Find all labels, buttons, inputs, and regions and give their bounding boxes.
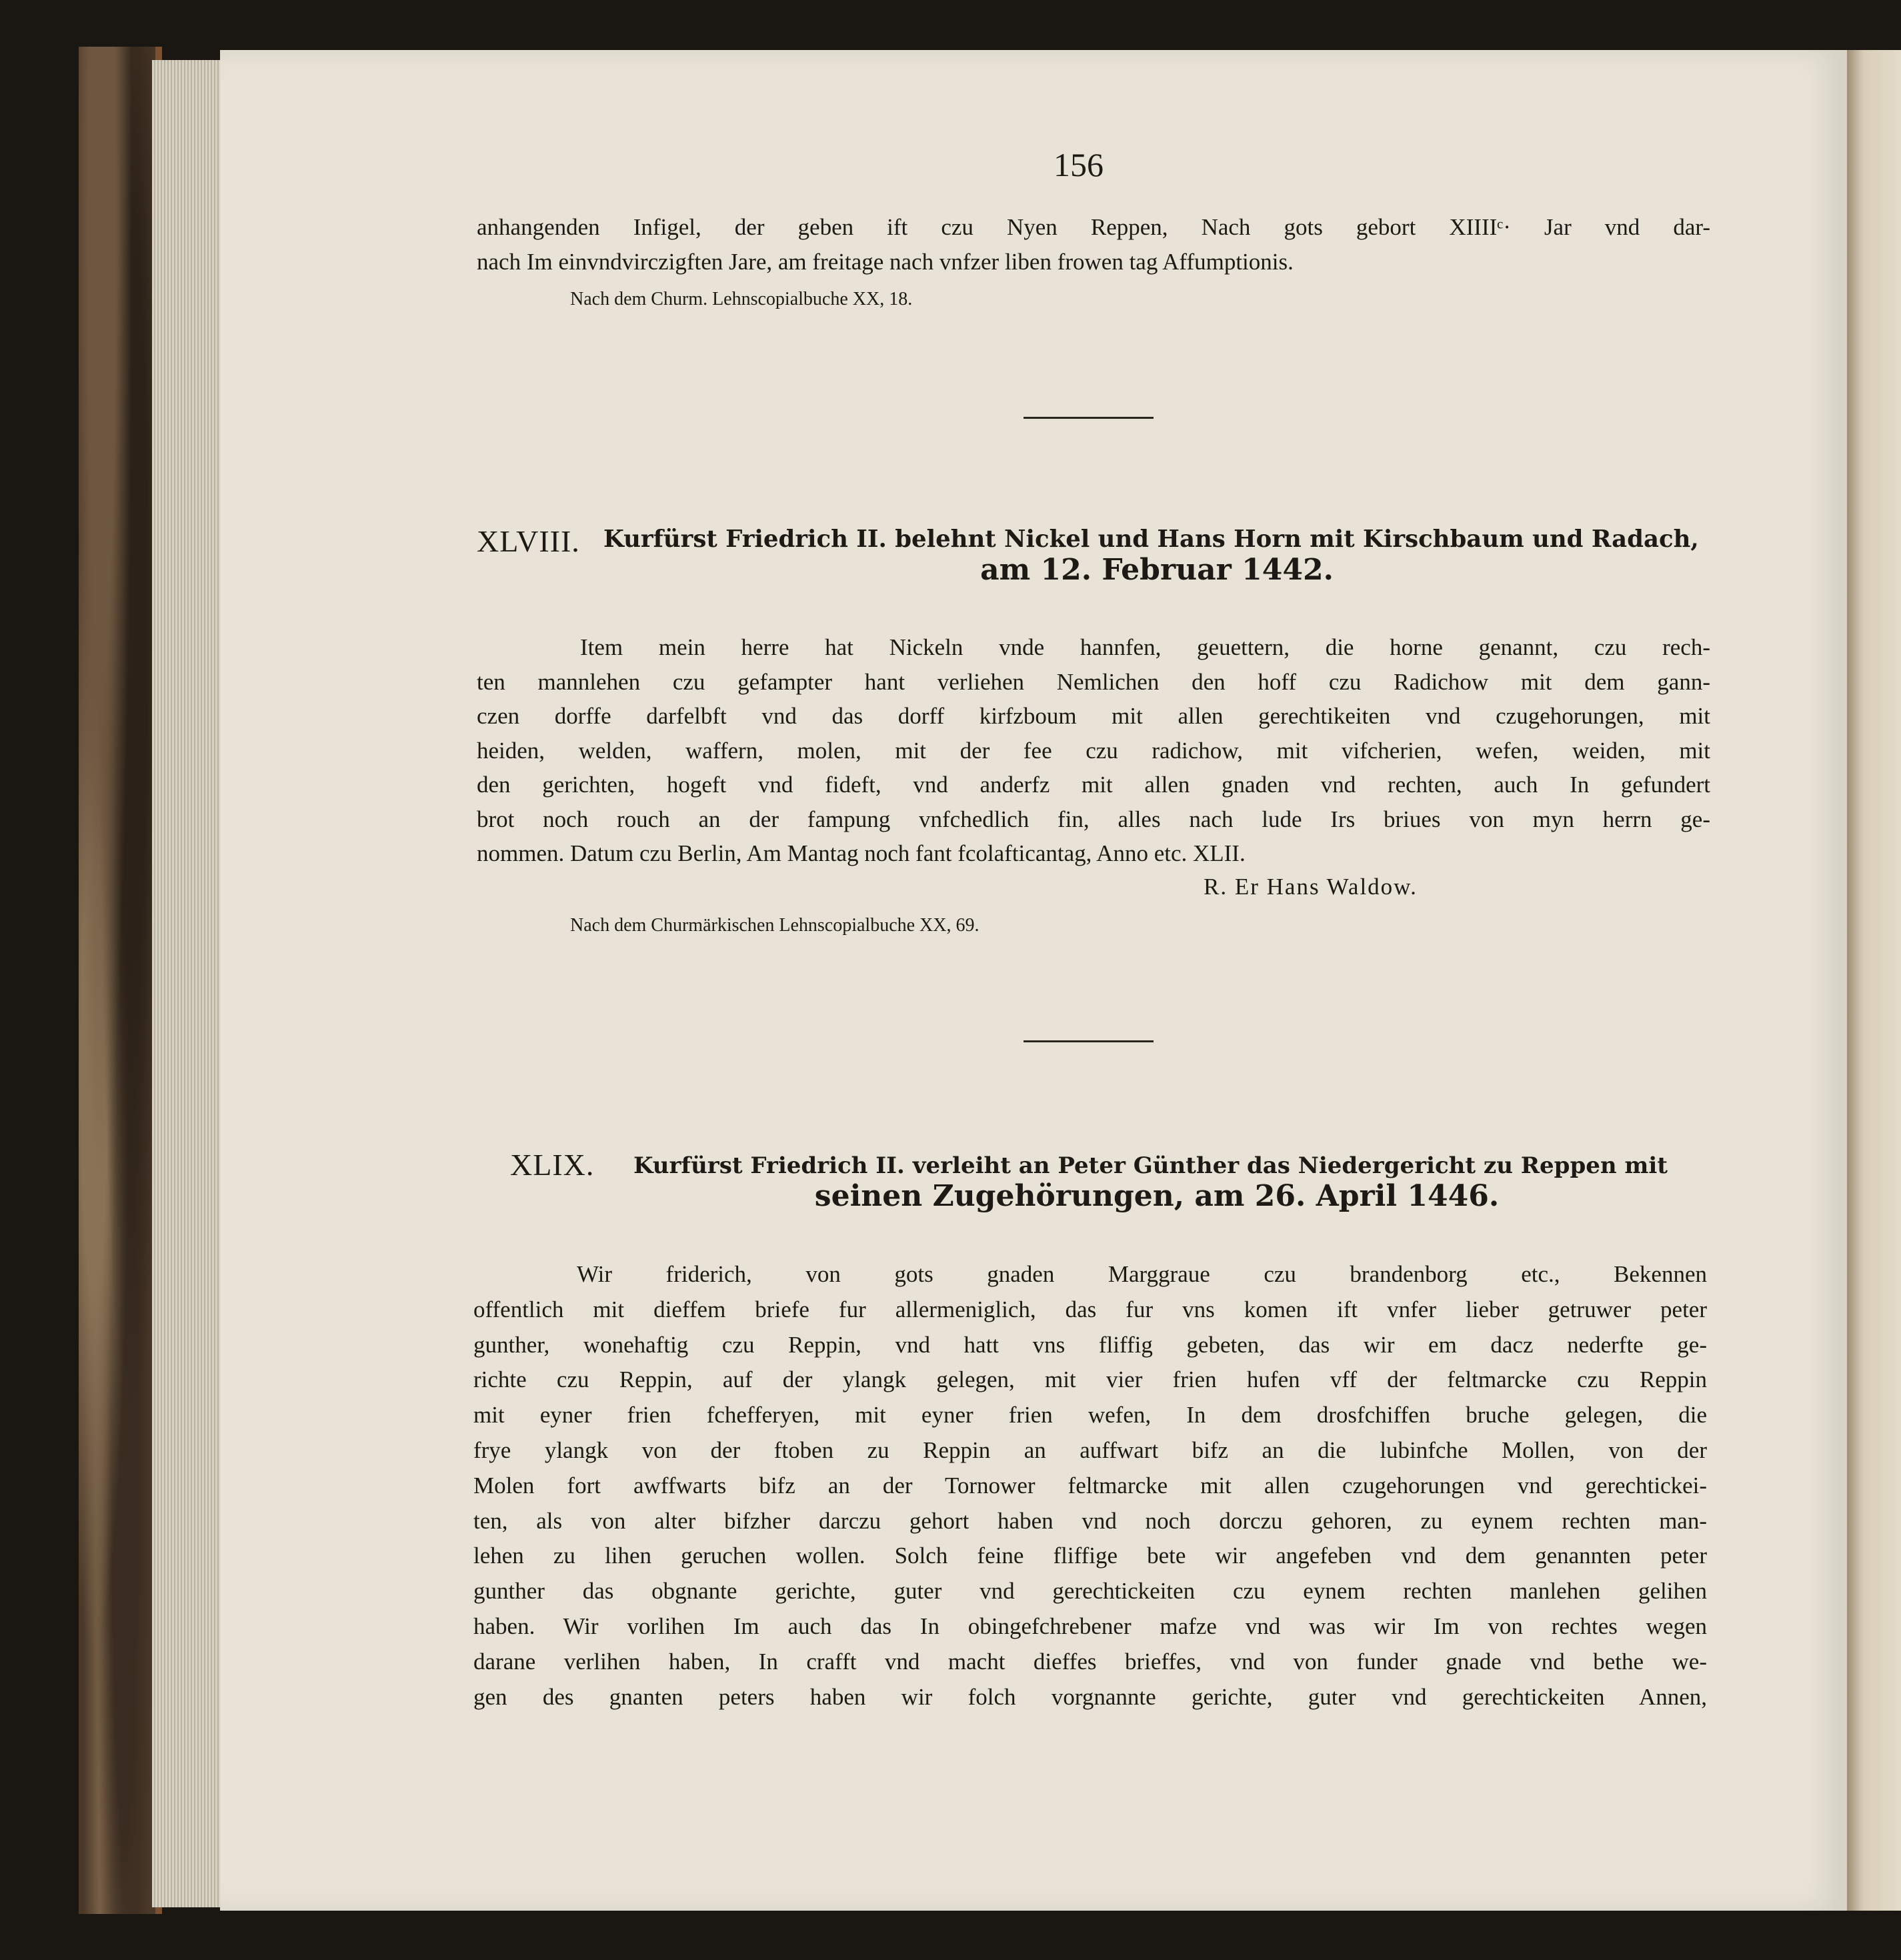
text-line: nommen. Datum czu Berlin, Am Mantag noch fant fcolafticantag, Anno etc. XLII. xyxy=(477,840,1246,866)
doc48-text xyxy=(477,630,1710,871)
text-line: anhangenden Infigel, der geben ift czu Nyen Reppen, Nach gots gebort XIIIIᶜ· Jar vnd dar- xyxy=(477,214,1710,240)
doc49-title xyxy=(633,1152,1680,1213)
doc48-signature: R. Er Hans Waldow. xyxy=(1204,874,1418,900)
page-edges xyxy=(152,60,225,1907)
doc48-source: Nach dem Churmärkischen Lehnscopialbuche XX, 69. xyxy=(570,915,980,936)
text-line: mit eyner frien fchefferyen, mit eyner frien wefen, In dem drosfchiffen bruche gelegen, die xyxy=(473,1402,1707,1428)
text-line: Wir friderich, von gots gnaden Marggraue czu brandenborg etc., Bekennen xyxy=(577,1261,1707,1287)
doc49-title-line2: seinen Zugehörungen, am 26. April 1446. xyxy=(814,1179,1500,1213)
text-line: gen des gnanten peters haben wir folch vorgnannte gerichte, guter vnd gerechtickeiten Annen, xyxy=(473,1683,1707,1710)
text-line: den gerichten, hogeft vnd fideft, vnd anderfz mit allen gnaden vnd rechten, auch In gefundert xyxy=(477,772,1710,798)
doc48-number: XLVIII. xyxy=(477,524,580,558)
text-line: gunther das obgnante gerichte, guter vnd gerechtickeiten czu eynem rechten manlehen gelihen xyxy=(473,1578,1707,1605)
text-line: Item mein herre hat Nickeln vnde hannfen, geuettern, die horne genannt, czu rech- xyxy=(580,634,1710,660)
book-cover-marbled xyxy=(79,47,162,1914)
doc49-number: XLIX. xyxy=(510,1148,595,1182)
doc48-title-line1: Kurfürst Friedrich II. belehnt Nickel und Hans Horn mit Kirschbaum und Radach, xyxy=(603,526,1699,553)
doc49-text xyxy=(473,1257,1707,1715)
text-line: nach Im einvndvirczigften Jare, am freitage nach vnfzer liben frowen tag Affumptionis. xyxy=(477,248,1294,275)
text-line: richte czu Reppin, auf der ylangk gelegen, mit vier frien hufen vff der feltmarcke czu Reppin xyxy=(473,1366,1707,1393)
text-line: lehen zu lihen geruchen wollen. Solch feine fliffige bete wir angefeben vnd dem genannten peter xyxy=(473,1543,1707,1569)
text-line: Molen fort awffwarts bifz an der Tornower feltmarcke mit allen czugehorungen vnd gerechtickei- xyxy=(473,1472,1707,1499)
text-line: haben. Wir vorlihen Im auch das In obingefchrebener mafze vnd was wir Im von rechtes wegen xyxy=(473,1613,1707,1639)
page-number: 156 xyxy=(1054,146,1104,183)
text-line: brot noch rouch an der fampung vnfchedlich fin, alles nach lude Irs briues von myn herrn ge- xyxy=(477,806,1710,832)
text-line: heiden, welden, waffern, molen, mit der fee czu radichow, mit vifcherien, wefen, weiden, mit xyxy=(477,737,1710,764)
doc48-title-line2: am 12. Februar 1442. xyxy=(980,553,1334,587)
text-line: frye ylangk von der ftoben zu Reppin an auffwart bifz an die lubinfche Mollen, von der xyxy=(473,1436,1707,1463)
text-line: gunther, wonehaftig czu Reppin, vnd hatt vns fliffig gebeten, das wir em dacz nederfte ge- xyxy=(473,1331,1707,1358)
section-divider xyxy=(1024,1040,1154,1042)
text-line: darane verlihen haben, In crafft vnd macht dieffes brieffes, vnd von funder gnade vnd bethe we- xyxy=(473,1648,1707,1675)
text-line: czen dorffe darfelbft vnd das dorff kirfzboum mit allen gerechtikeiten vnd czugehorungen, mit xyxy=(477,703,1710,729)
prev-doc-source: Nach dem Churm. Lehnscopialbuche XX, 18. xyxy=(570,289,913,309)
text-line: ten, als von alter bifzher darczu gehort haben vnd noch dorczu gehoren, zu eynem rechten man- xyxy=(473,1507,1707,1534)
facing-page-edge xyxy=(1847,50,1901,1911)
text-line: offentlich mit dieffem briefe fur allermeniglich, das fur vns komen ift vnfer lieber getruwer peter xyxy=(473,1296,1707,1322)
section-divider xyxy=(1024,417,1154,419)
prev-doc-text xyxy=(477,210,1710,279)
doc48-title xyxy=(603,526,1710,587)
text-line: ten mannlehen czu gefampter hant verliehen Nemlichen den hoff czu Radichow mit dem gann- xyxy=(477,668,1710,695)
doc49-title-line1: Kurfürst Friedrich II. verleiht an Peter Günther das Niedergericht zu Reppen mit xyxy=(633,1152,1668,1179)
